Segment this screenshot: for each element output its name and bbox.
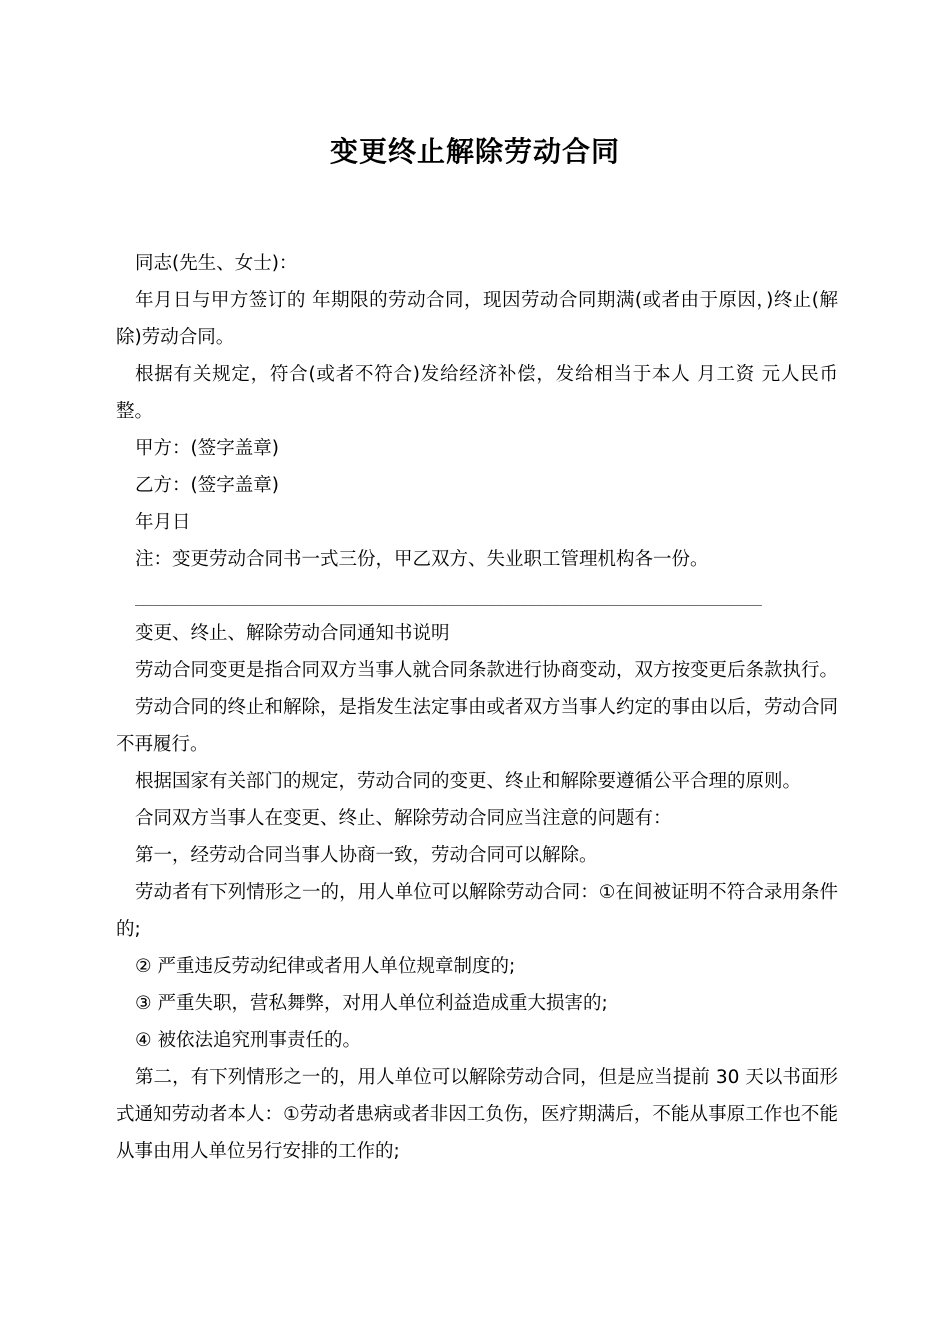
paragraph: 劳动者有下列情形之一的，用人单位可以解除劳动合同：①在间被证明不符合录用条件的; [116, 882, 838, 940]
list-item: ② 严重违反劳动纪律或者用人单位规章制度的; [135, 956, 516, 977]
paragraph: 甲方：(签字盖章) [135, 438, 279, 459]
paragraph: 第二，有下列情形之一的，用人单位可以解除劳动合同，但是应当提前 30 天以书面形式通知劳动者本人：①劳动者患病或者非因工负伤，医疗期满后，不能从事原工作也不能从事由用人单位另行安排的工作的; [116, 1067, 838, 1162]
section-heading: 变更、终止、解除劳动合同通知书说明 [135, 623, 450, 644]
paragraph: 合同双方当事人在变更、终止、解除劳动合同应当注意的问题有： [135, 808, 672, 829]
paragraph: 同志(先生、女士)： [135, 253, 298, 274]
list-item: ③ 严重失职，营私舞弊，对用人单位利益造成重大损害的; [135, 993, 608, 1014]
list-item: ④ 被依法追究刑事责任的。 [135, 1030, 361, 1051]
paragraph: 年月日 [135, 512, 191, 533]
paragraph: 劳动合同的终止和解除，是指发生法定事由或者双方当事人约定的事由以后，劳动合同不再履行。 [116, 697, 839, 755]
paragraph: 乙方：(签字盖章) [135, 475, 279, 496]
paragraph: 根据国家有关部门的规定，劳动合同的变更、终止和解除要遵循公平合理的原则。 [135, 771, 802, 792]
document-body [116, 245, 838, 1170]
paragraph: 根据有关规定，符合(或者不符合)发给经济补偿，发给相当于本人 月工资 元人民币整。 [116, 364, 838, 422]
separator-line [116, 578, 838, 615]
paragraph: 年月日与甲方签订的 年期限的劳动合同，现因劳动合同期满(或者由于原因，)终止(解除)劳动合同。 [116, 290, 838, 348]
paragraph: 劳动合同变更是指合同双方当事人就合同条款进行协商变动，双方按变更后条款执行。 [135, 660, 839, 681]
separator-text: _______________________________________________________________________________ [135, 590, 762, 606]
paragraph: 第一，经劳动合同当事人协商一致，劳动合同可以解除。 [135, 845, 598, 866]
document-title: 变更终止解除劳动合同 [329, 135, 620, 168]
paragraph: 注：变更劳动合同书一式三份，甲乙双方、失业职工管理机构各一份。 [135, 549, 709, 570]
